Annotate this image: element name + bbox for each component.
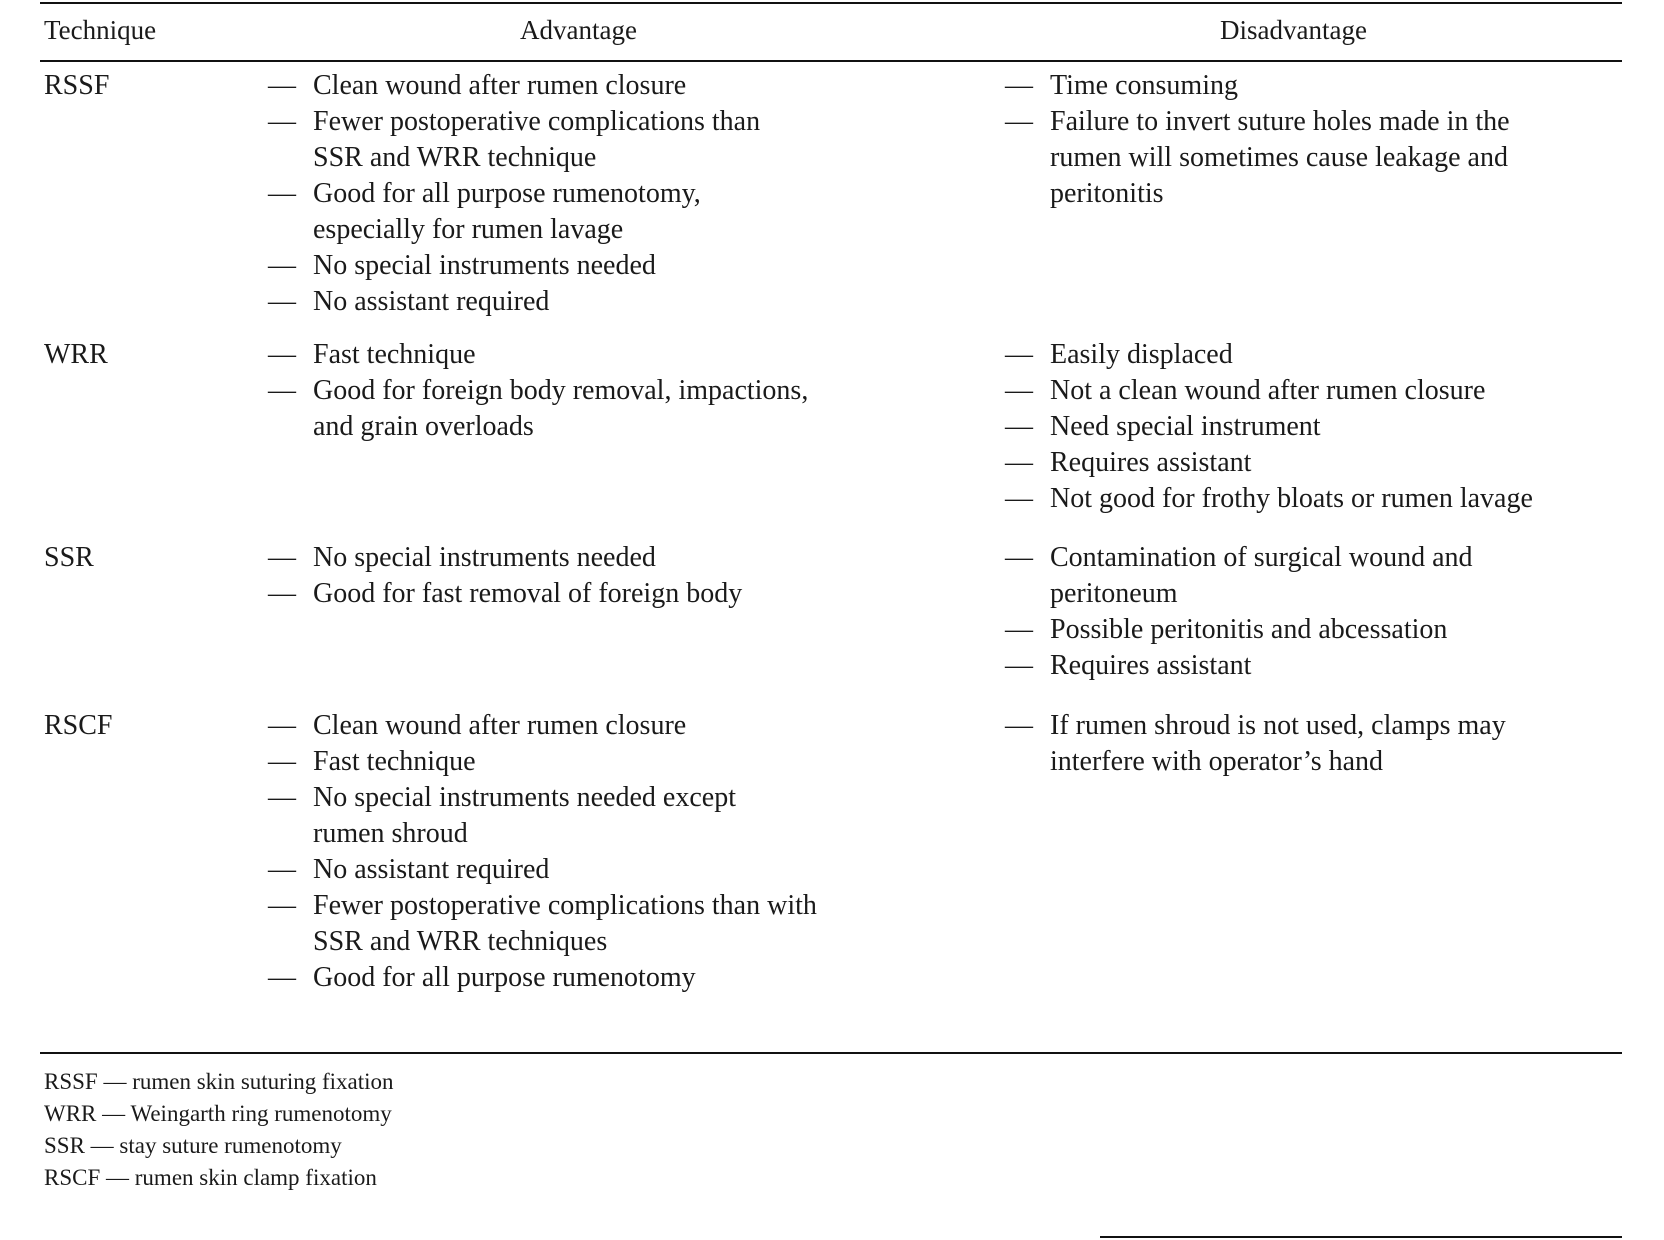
table-top-rule	[40, 2, 1622, 4]
dash-marker: —	[1005, 70, 1033, 101]
item-text-line: Need special instrument	[1050, 411, 1321, 442]
footnote: WRR — Weingarth ring rumenotomy	[44, 1101, 392, 1126]
item-text-line: Easily displaced	[1050, 339, 1233, 370]
item-text-line: No assistant required	[313, 286, 550, 317]
footnote: RSSF — rumen skin suturing fixation	[44, 1069, 394, 1094]
footnotes	[44, 1066, 394, 1194]
advantage-item	[268, 248, 928, 284]
technique-label: RSCF	[44, 710, 113, 741]
item-text-line: rumen shroud	[313, 818, 468, 849]
disadvantage-list	[1005, 68, 1645, 212]
dash-marker: —	[1005, 483, 1033, 514]
advantage-item	[268, 337, 928, 373]
dash-marker: —	[268, 106, 296, 137]
advantage-item	[268, 852, 928, 888]
technique-label: RSSF	[44, 70, 110, 101]
disadvantage-item	[1005, 540, 1645, 612]
advantage-item	[268, 780, 928, 852]
item-text-line: SSR and WRR techniques	[313, 926, 608, 957]
advantage-item	[268, 708, 928, 744]
dash-marker: —	[268, 578, 296, 609]
item-text-line: Fewer postoperative complications than	[313, 106, 761, 137]
disadvantage-item	[1005, 409, 1645, 445]
item-text-line: especially for rumen lavage	[313, 214, 624, 245]
disadvantage-item	[1005, 708, 1645, 780]
dash-marker: —	[1005, 375, 1033, 406]
advantage-item	[268, 576, 928, 612]
dash-marker: —	[1005, 411, 1033, 442]
item-text-line: Requires assistant	[1050, 447, 1252, 478]
dash-marker: —	[268, 339, 296, 370]
item-text-line: Good for all purpose rumenotomy	[313, 962, 696, 993]
disadvantage-list	[1005, 540, 1645, 684]
advantage-item	[268, 744, 928, 780]
advantage-item	[268, 373, 928, 445]
disadvantage-item	[1005, 68, 1645, 104]
dash-marker: —	[1005, 650, 1033, 681]
item-text-line: Requires assistant	[1050, 650, 1252, 681]
item-text-line: Good for foreign body removal, impactions,	[313, 375, 809, 406]
header-technique: Technique	[44, 15, 157, 45]
dash-marker: —	[1005, 106, 1033, 137]
dash-marker: —	[268, 782, 296, 813]
item-text-line: peritoneum	[1050, 578, 1178, 609]
item-text-line: Not good for frothy bloats or rumen lavage	[1050, 483, 1533, 514]
advantage-item	[268, 540, 928, 576]
advantage-item	[268, 104, 928, 176]
dash-marker: —	[268, 542, 296, 573]
advantage-item	[268, 960, 928, 996]
disadvantage-item	[1005, 373, 1645, 409]
technique-label: SSR	[44, 542, 94, 573]
item-text-line: Clean wound after rumen closure	[313, 70, 687, 101]
dash-marker: —	[268, 375, 296, 406]
advantage-item	[268, 284, 928, 320]
disadvantage-item	[1005, 648, 1645, 684]
advantage-item	[268, 68, 928, 104]
advantage-item	[268, 176, 928, 248]
advantage-list	[268, 337, 928, 445]
dash-marker: —	[268, 178, 296, 209]
item-text-line: No special instruments needed	[313, 250, 656, 281]
disadvantage-list	[1005, 337, 1645, 517]
page-bottom-rule	[1100, 1236, 1622, 1238]
dash-marker: —	[1005, 339, 1033, 370]
item-text-line: Failure to invert suture holes made in the	[1050, 106, 1510, 137]
dash-marker: —	[1005, 542, 1033, 573]
dash-marker: —	[268, 746, 296, 777]
footnote: SSR — stay suture rumenotomy	[44, 1133, 342, 1158]
advantage-list	[268, 708, 928, 996]
item-text-line: Contamination of surgical wound and	[1050, 542, 1473, 573]
item-text-line: If rumen shroud is not used, clamps may	[1050, 710, 1506, 741]
item-text-line: rumen will sometimes cause leakage and	[1050, 142, 1508, 173]
disadvantage-item	[1005, 612, 1645, 648]
dash-marker: —	[268, 250, 296, 281]
item-text-line: No special instruments needed	[313, 542, 656, 573]
item-text-line: Not a clean wound after rumen closure	[1050, 375, 1486, 406]
dash-marker: —	[268, 286, 296, 317]
header-advantage: Advantage	[520, 15, 637, 45]
advantage-item	[268, 888, 928, 960]
item-text-line: Fast technique	[313, 746, 476, 777]
header-disadvantage: Disadvantage	[1220, 15, 1367, 45]
dash-marker: —	[268, 854, 296, 885]
dash-marker: —	[268, 70, 296, 101]
item-text-line: No assistant required	[313, 854, 550, 885]
disadvantage-item	[1005, 481, 1645, 517]
disadvantage-item	[1005, 104, 1645, 212]
technique-label: WRR	[44, 339, 108, 370]
item-text-line: Good for fast removal of foreign body	[313, 578, 743, 609]
dash-marker: —	[1005, 447, 1033, 478]
item-text-line: Good for all purpose rumenotomy,	[313, 178, 701, 209]
header-rule	[40, 60, 1622, 62]
item-text-line: peritonitis	[1050, 178, 1164, 209]
item-text-line: Fast technique	[313, 339, 476, 370]
item-text-line: Possible peritonitis and abcessation	[1050, 614, 1448, 645]
item-text-line: SSR and WRR technique	[313, 142, 597, 173]
item-text-line: interfere with operator’s hand	[1050, 746, 1384, 777]
dash-marker: —	[1005, 710, 1033, 741]
item-text-line: and grain overloads	[313, 411, 534, 442]
item-text-line: Clean wound after rumen closure	[313, 710, 687, 741]
item-text-line: Time consuming	[1050, 70, 1238, 101]
footnote: RSCF — rumen skin clamp fixation	[44, 1165, 377, 1190]
dash-marker: —	[268, 962, 296, 993]
item-text-line: Fewer postoperative complications than with	[313, 890, 817, 921]
dash-marker: —	[268, 890, 296, 921]
advantage-list	[268, 68, 928, 320]
advantage-list	[268, 540, 928, 612]
disadvantage-item	[1005, 337, 1645, 373]
dash-marker: —	[268, 710, 296, 741]
item-text-line: No special instruments needed except	[313, 782, 736, 813]
disadvantage-item	[1005, 445, 1645, 481]
table-bottom-rule	[40, 1052, 1622, 1054]
dash-marker: —	[1005, 614, 1033, 645]
disadvantage-list	[1005, 708, 1645, 780]
